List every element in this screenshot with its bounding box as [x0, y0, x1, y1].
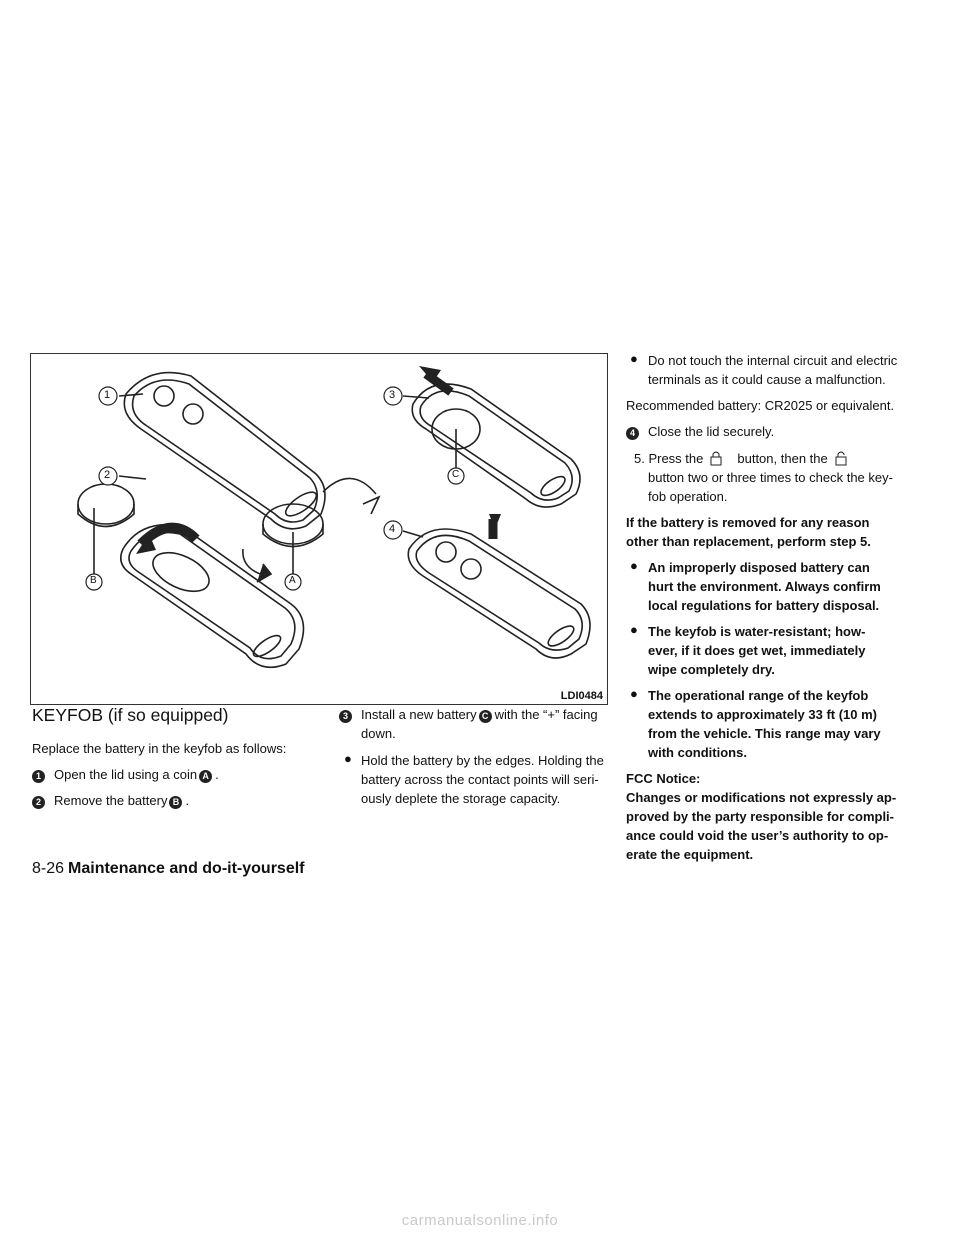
recommended-battery: Recommended battery: CR2025 or equivalent. — [626, 398, 895, 413]
step-3-bullet-3: ously deplete the storage capacity. — [361, 791, 561, 806]
fcc-line-3: ance could void the user’s authority to op- — [626, 828, 889, 843]
bullet-icon: ● — [630, 686, 638, 701]
keyfob-battery-3 — [412, 384, 580, 507]
warning-3-line1: The operational range of the keyfob — [648, 688, 869, 703]
fcc-title: FCC Notice: — [626, 771, 701, 786]
step-3-bullet-2: battery across the contact points will seri- — [361, 772, 599, 787]
step-4: 4 Close the lid securely. — [626, 422, 774, 442]
bullet-icon: ● — [630, 351, 638, 366]
bullet-icon: ● — [344, 751, 352, 766]
page-number: 8-26 — [32, 860, 65, 877]
label-b: B — [90, 575, 97, 586]
warning-3-line3: from the vehicle. This range may vary — [648, 726, 881, 741]
callout-1: 1 — [104, 389, 111, 401]
footer-section: Maintenance and do-it-yourself — [68, 860, 305, 877]
callout-2: 2 — [104, 469, 111, 481]
keyfob-figure — [30, 353, 608, 705]
step-2: 2 Remove the battery B . — [32, 791, 189, 811]
step-1: 1 Open the lid using a coin A . — [32, 765, 219, 785]
step-3-line2: down. — [361, 726, 396, 741]
removed-note-1: If the battery is removed for any reason — [626, 515, 870, 530]
battery-b — [78, 484, 134, 527]
watermark: carmanualsonline.info — [401, 1212, 559, 1229]
callout-4: 4 — [389, 523, 396, 535]
callout-3: 3 — [389, 389, 396, 401]
ref-badge: A — [199, 770, 212, 783]
ref-badge: B — [169, 796, 182, 809]
unlock-icon — [834, 450, 848, 466]
keyfob-closed-1 — [124, 373, 325, 529]
warning-2-line3: wipe completely dry. — [648, 662, 775, 677]
step-number: 3 — [339, 710, 352, 723]
figure-id: LDI0484 — [560, 690, 603, 702]
fcc-line-4: erate the equipment. — [626, 847, 754, 862]
section-title: KEYFOB (if so equipped) — [32, 705, 229, 725]
page-footer — [32, 860, 305, 878]
step-number: 2 — [32, 796, 45, 809]
warning-3-line2: extends to approximately 33 ft (10 m) — [648, 707, 878, 722]
bullet-icon: ● — [630, 622, 638, 637]
warning-3-line4: with conditions. — [648, 745, 747, 760]
warning-1-line2: hurt the environment. Always confirm — [648, 579, 881, 594]
fcc-line-2: proved by the party responsible for compli- — [626, 809, 894, 824]
lock-icon — [709, 450, 723, 466]
keyfob-closed-4 — [408, 529, 590, 658]
warning-1-line1: An improperly disposed battery can — [648, 560, 870, 575]
label-a: A — [289, 575, 296, 586]
intro-text: Replace the battery in the keyfob as follows: — [32, 741, 287, 756]
bullet-icon: ● — [630, 558, 638, 573]
circuit-note-1: Do not touch the internal circuit and electric — [648, 353, 898, 368]
ref-badge: C — [479, 710, 492, 723]
removed-note-2: other than replacement, perform step 5. — [626, 534, 871, 549]
warning-2-line2: ever, if it does get wet, immediately — [648, 643, 866, 658]
label-c: C — [452, 469, 460, 480]
warning-2-line1: The keyfob is water-resistant; how- — [648, 624, 866, 639]
step-number: 1 — [32, 770, 45, 783]
step-3: 3 Install a new battery C with the “+” facing — [339, 705, 598, 725]
step-5-line3: fob operation. — [648, 489, 728, 504]
step-3-bullet-1: Hold the battery by the edges. Holding the — [361, 753, 604, 768]
step-number: 4 — [626, 427, 639, 440]
circuit-note-2: terminals as it could cause a malfunction. — [648, 372, 886, 387]
warning-1-line3: local regulations for battery disposal. — [648, 598, 880, 613]
step-5-line2: button two or three times to check the key- — [648, 470, 893, 485]
step-5-line1: 5. Press the button, then the — [634, 449, 854, 469]
keyfob-illustration — [31, 354, 608, 705]
fcc-line-1: Changes or modifications not expressly ap- — [626, 790, 897, 805]
